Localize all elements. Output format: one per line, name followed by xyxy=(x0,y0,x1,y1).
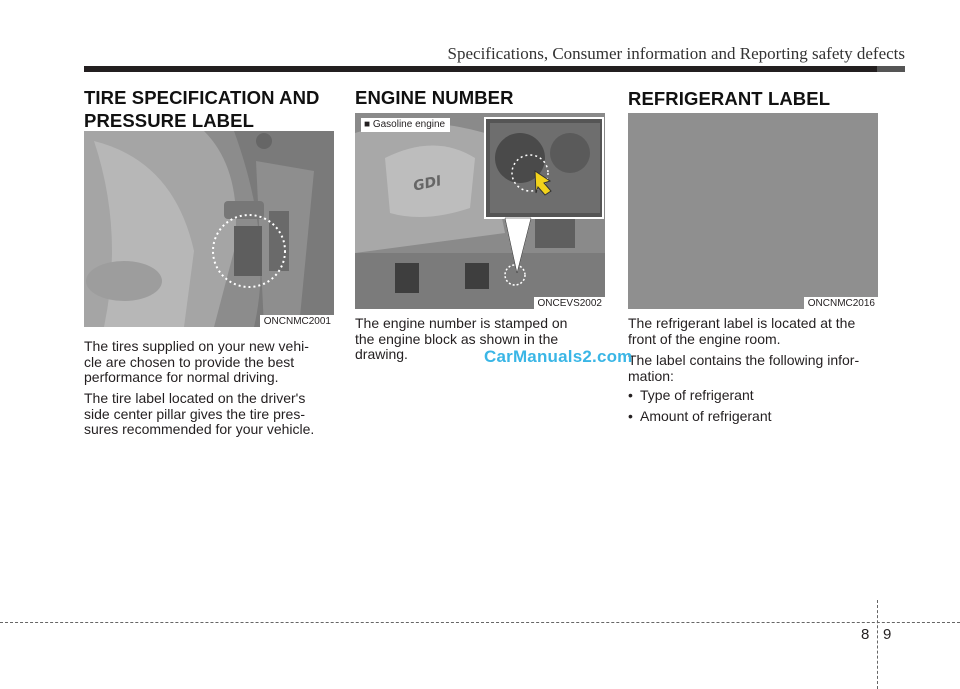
tire-p2-line3: sures recommended for your vehicle. xyxy=(84,421,315,437)
header-rule xyxy=(84,66,905,72)
refrigerant-p2-line2: mation: xyxy=(628,367,674,384)
refrigerant-paragraph-2 xyxy=(628,353,878,384)
tire-heading-line2: PRESSURE LABEL xyxy=(84,110,254,131)
tire-p1-line2: cle are chosen to provide the best xyxy=(84,353,295,370)
tire-p2-line1: The tire label located on the driver's xyxy=(84,390,306,406)
refrigerant-p1-line1: The refrigerant label is located at the xyxy=(628,315,856,331)
engine-figure-code: ONCEVS2002 xyxy=(534,297,605,309)
engine-p-line2: the engine block as shown in the xyxy=(355,330,559,347)
tire-figure-code: ONCNMC2001 xyxy=(260,315,334,327)
refrigerant-p1-line2: front of the engine room. xyxy=(628,330,781,347)
engine-bay-illustration xyxy=(355,113,605,309)
footer-rule xyxy=(0,622,960,623)
tire-section-heading xyxy=(84,86,320,132)
refrigerant-figure-code: ONCNMC2016 xyxy=(804,297,878,309)
tire-p2-line2: side center pillar gives the tire pres- xyxy=(84,405,305,422)
tire-p1-line3: performance for normal driving. xyxy=(84,369,279,385)
door-pillar-illustration xyxy=(84,131,334,327)
engine-section-heading: ENGINE NUMBER xyxy=(355,87,514,108)
footer-divider xyxy=(877,600,878,689)
refrigerant-paragraph-1 xyxy=(628,316,878,347)
tire-p1-line1: The tires supplied on your new vehi- xyxy=(84,338,309,354)
refrigerant-section-heading: REFRIGERANT LABEL xyxy=(628,88,831,109)
watermark-link[interactable]: CarManuals2.com xyxy=(484,347,633,366)
refrigerant-p2-line1: The label contains the following infor- xyxy=(628,352,860,368)
gdi-badge-text: GDI xyxy=(411,173,443,195)
page-number: 9 xyxy=(883,626,892,643)
tire-paragraph-1 xyxy=(84,339,334,386)
engine-number-figure xyxy=(355,113,605,309)
chapter-number: 8 xyxy=(861,626,870,643)
engine-p-line3: drawing. xyxy=(355,346,408,362)
list-item: • Amount of refrigerant xyxy=(628,406,878,427)
tire-paragraph-2 xyxy=(84,391,334,438)
refrigerant-label-figure xyxy=(628,113,878,309)
engine-figure-tag: ■ Gasoline engine xyxy=(361,118,450,132)
running-header: Specifications, Consumer information and Reporting safety defects xyxy=(447,44,905,63)
refrigerant-info-list xyxy=(628,385,878,427)
list-item: • Type of refrigerant xyxy=(628,385,878,406)
tire-label-figure xyxy=(84,131,334,327)
tire-heading-line1: TIRE SPECIFICATION AND xyxy=(84,87,320,108)
engine-p-line1: The engine number is stamped on xyxy=(355,315,568,331)
